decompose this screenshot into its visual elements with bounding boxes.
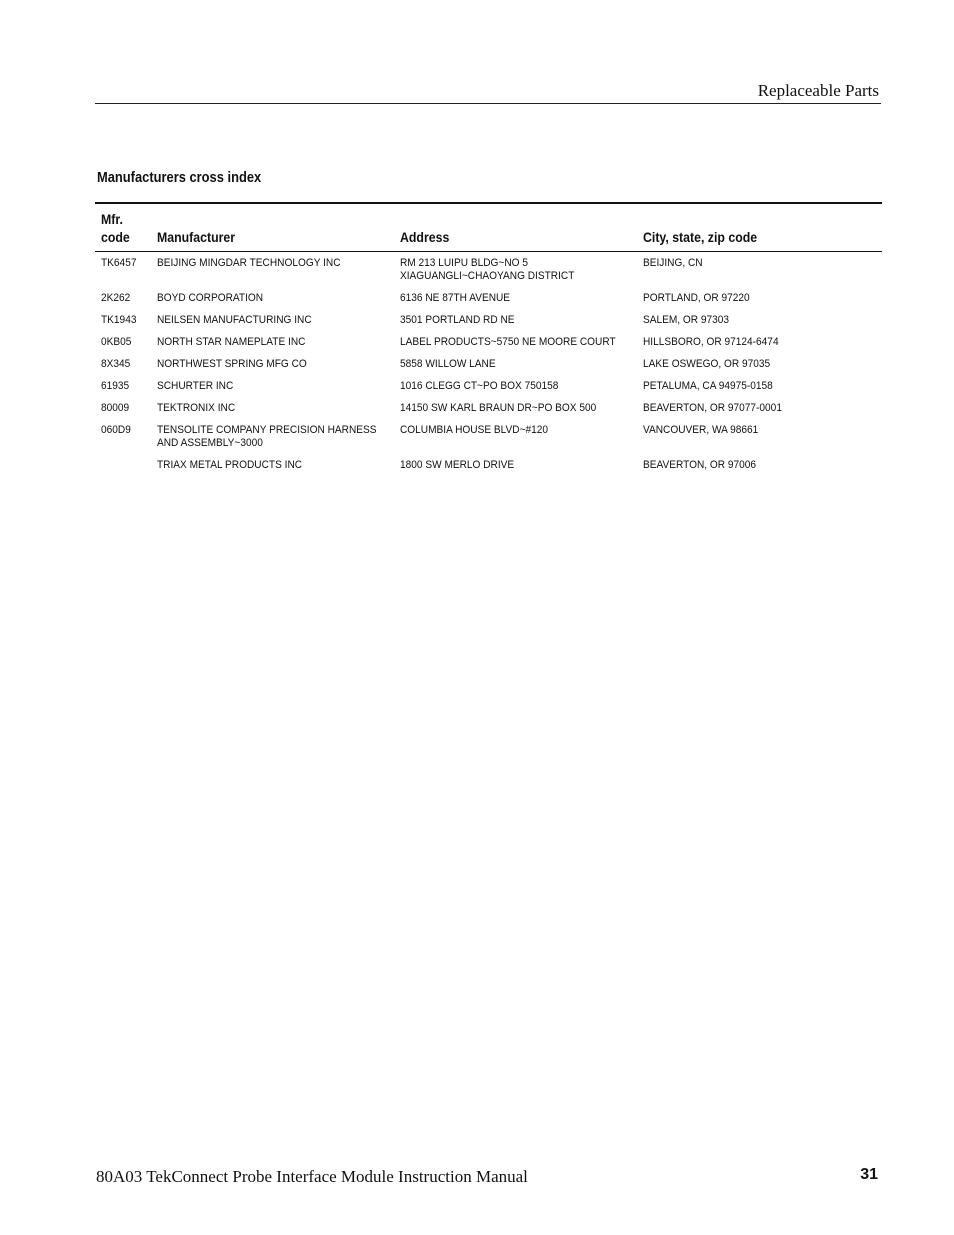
- cell-manufacturer: [151, 376, 394, 398]
- city-state-zip: SALEM, OR 97303: [643, 314, 730, 326]
- cell-address: [394, 376, 637, 398]
- cell-code: [95, 332, 151, 354]
- manufacturer-name: TRIAX METAL PRODUCTS INC: [157, 459, 303, 471]
- cell-address: [394, 332, 637, 354]
- cell-manufacturer: [151, 252, 394, 289]
- table-row: [95, 332, 882, 354]
- mfr-code: 060D9: [101, 424, 131, 436]
- table-header: [95, 203, 882, 252]
- column-header-manufacturer-label: Manufacturer: [157, 229, 236, 245]
- table-row: [95, 420, 882, 455]
- cell-city: [637, 354, 882, 376]
- running-header-title: Replaceable Parts: [757, 81, 879, 100]
- footer-page-number: 31: [860, 1166, 878, 1183]
- column-header-code-line1: Mfr.: [101, 211, 123, 227]
- mfr-code: 61935: [101, 380, 130, 392]
- manufacturer-name: SCHURTER INC: [157, 380, 234, 392]
- cell-city: [637, 455, 882, 477]
- cell-address: [394, 252, 637, 289]
- footer-manual-title: 80A03 TekConnect Probe Interface Module Instruction Manual: [96, 1167, 528, 1186]
- cell-address: [394, 398, 637, 420]
- cell-code: [95, 420, 151, 455]
- cell-city: [637, 398, 882, 420]
- cell-manufacturer: [151, 420, 394, 455]
- cell-city: [637, 332, 882, 354]
- cell-city: [637, 288, 882, 310]
- address-line: 5858 WILLOW LANE: [400, 358, 496, 370]
- table-row: [95, 252, 882, 289]
- cell-manufacturer: [151, 354, 394, 376]
- cell-city: [637, 310, 882, 332]
- column-header-address-label: Address: [400, 229, 450, 245]
- cell-code: [95, 455, 151, 477]
- cell-manufacturer: [151, 332, 394, 354]
- city-state-zip: HILLSBORO, OR 97124-6474: [643, 336, 779, 348]
- manufacturer-name: BEIJING MINGDAR TECHNOLOGY INC: [157, 257, 341, 269]
- section-heading: Manufacturers cross index: [97, 169, 262, 186]
- column-header-city-label: City, state, zip code: [643, 229, 758, 245]
- manufacturer-name: NORTH STAR NAMEPLATE INC: [157, 336, 306, 348]
- column-header-address: [394, 203, 637, 252]
- city-state-zip: PORTLAND, OR 97220: [643, 292, 750, 304]
- cell-address: [394, 354, 637, 376]
- manufacturer-name: TEKTRONIX INC: [157, 402, 236, 414]
- table-row: [95, 288, 882, 310]
- cell-manufacturer: [151, 398, 394, 420]
- table-row: [95, 398, 882, 420]
- cell-code: [95, 310, 151, 332]
- cell-address: [394, 310, 637, 332]
- city-state-zip: BEAVERTON, OR 97077-0001: [643, 402, 782, 414]
- manufacturer-name: TENSOLITE COMPANY PRECISION HARNESS: [157, 424, 377, 436]
- cell-address: [394, 420, 637, 455]
- address-line: 1800 SW MERLO DRIVE: [400, 459, 515, 471]
- cell-manufacturer: [151, 455, 394, 477]
- address-line: COLUMBIA HOUSE BLVD~#120: [400, 424, 549, 436]
- cell-code: [95, 252, 151, 289]
- city-state-zip: LAKE OSWEGO, OR 97035: [643, 358, 771, 370]
- cell-manufacturer: [151, 288, 394, 310]
- table-row: [95, 310, 882, 332]
- address-line: 1016 CLEGG CT~PO BOX 750158: [400, 380, 559, 392]
- city-state-zip: BEIJING, CN: [643, 257, 703, 269]
- address-line: LABEL PRODUCTS~5750 NE MOORE COURT: [400, 336, 616, 348]
- address-line: 14150 SW KARL BRAUN DR~PO BOX 500: [400, 402, 597, 414]
- cell-city: [637, 376, 882, 398]
- header-rule: [95, 103, 881, 104]
- manufacturer-name: NEILSEN MANUFACTURING INC: [157, 314, 312, 326]
- cell-code: [95, 376, 151, 398]
- column-header-manufacturer: [151, 203, 394, 252]
- city-state-zip: VANCOUVER, WA 98661: [643, 424, 759, 436]
- column-header-code: [95, 203, 151, 252]
- cell-code: [95, 398, 151, 420]
- address-line: 3501 PORTLAND RD NE: [400, 314, 515, 326]
- table-row: [95, 376, 882, 398]
- mfr-code: TK6457: [101, 257, 137, 269]
- city-state-zip: BEAVERTON, OR 97006: [643, 459, 757, 471]
- city-state-zip: PETALUMA, CA 94975-0158: [643, 380, 773, 392]
- cell-manufacturer: [151, 310, 394, 332]
- manufacturer-name: BOYD CORPORATION: [157, 292, 264, 304]
- cell-city: [637, 420, 882, 455]
- cell-address: [394, 455, 637, 477]
- cell-code: [95, 354, 151, 376]
- address-line: RM 213 LUIPU BLDG~NO 5: [400, 257, 528, 269]
- manufacturers-cross-index-table: [95, 202, 882, 477]
- mfr-code: 8X345: [101, 358, 131, 370]
- mfr-code: 0KB05: [101, 336, 132, 348]
- column-header-city: [637, 203, 882, 252]
- cell-city: [637, 252, 882, 289]
- address-line: 6136 NE 87TH AVENUE: [400, 292, 511, 304]
- manufacturer-name: NORTHWEST SPRING MFG CO: [157, 358, 307, 370]
- table-header-row: [95, 203, 882, 252]
- column-header-code-line2: code: [101, 229, 130, 245]
- table-body: [95, 252, 882, 478]
- manufacturers-table-wrapper: [95, 202, 882, 477]
- cell-address: [394, 288, 637, 310]
- address-line: XIAGUANGLI~CHAOYANG DISTRICT: [400, 270, 575, 282]
- cell-code: [95, 288, 151, 310]
- mfr-code: 80009: [101, 402, 130, 414]
- table-row: [95, 455, 882, 477]
- mfr-code: 2K262: [101, 292, 131, 304]
- manufacturer-name-continued: AND ASSEMBLY~3000: [157, 437, 263, 449]
- mfr-code: TK1943: [101, 314, 137, 326]
- table-row: [95, 354, 882, 376]
